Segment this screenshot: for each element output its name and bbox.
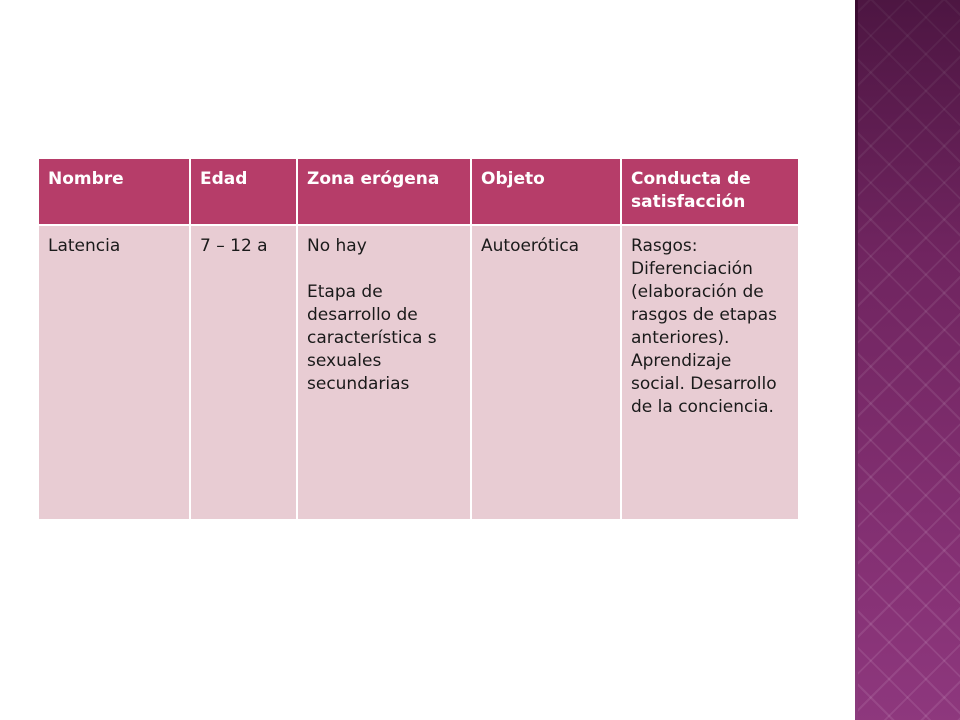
- header-conducta: Conducta de satisfacción: [621, 158, 799, 225]
- header-edad: Edad: [190, 158, 297, 225]
- stage-table: [37, 157, 800, 521]
- table-row: [38, 225, 799, 520]
- side-band-edge: [855, 0, 858, 720]
- zona-paragraph-1: No hay: [307, 236, 367, 256]
- header-objeto: Objeto: [471, 158, 621, 225]
- zona-paragraph-2: Etapa de desarrollo de característica s sexuales secundarias: [307, 282, 437, 394]
- cell-objeto: Autoerótica: [471, 225, 621, 520]
- header-zona-erogena: Zona erógena: [297, 158, 471, 225]
- decorative-side-band: [855, 0, 960, 720]
- cell-zona-erogena: [297, 225, 471, 520]
- table-header-row: [38, 158, 799, 225]
- cell-edad: 7 – 12 a: [190, 225, 297, 520]
- cell-conducta: Rasgos: Diferenciación (elaboración de rasgos de etapas anteriores). Aprendizaje social. Desarrollo de la conciencia.: [621, 225, 799, 520]
- header-nombre: Nombre: [38, 158, 190, 225]
- cell-nombre: Latencia: [38, 225, 190, 520]
